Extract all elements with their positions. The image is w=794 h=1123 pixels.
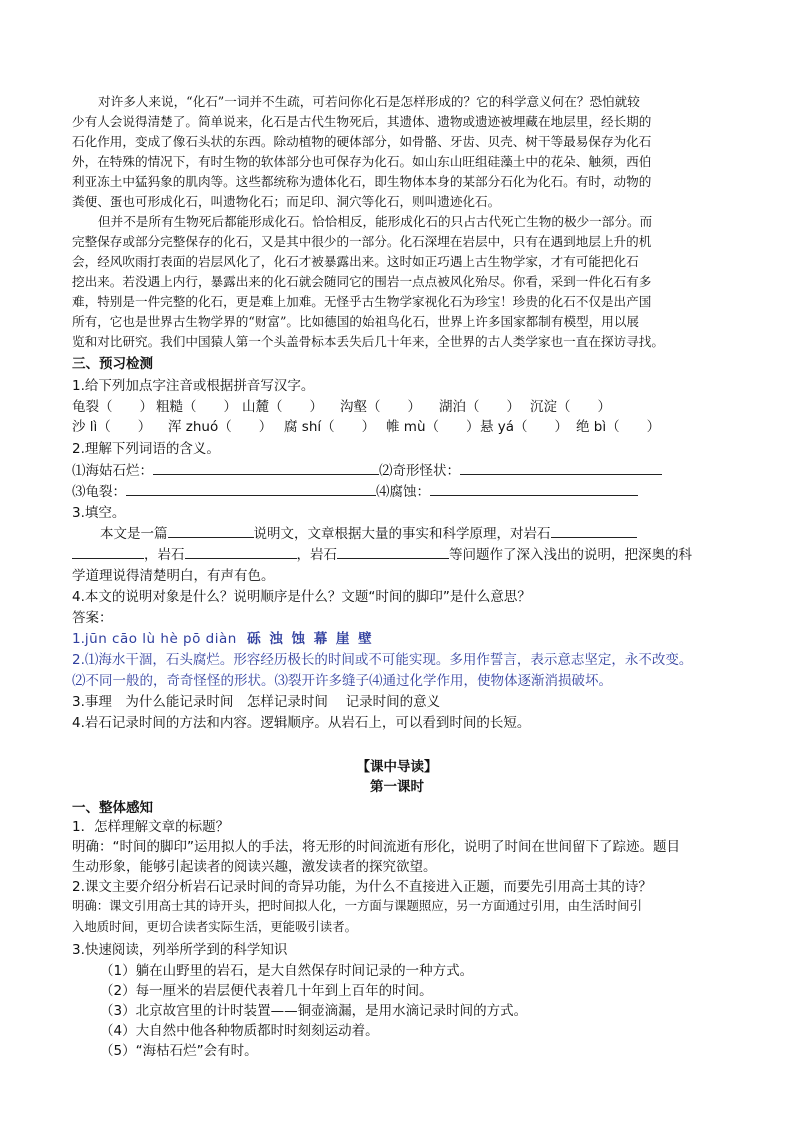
intro-paragraph-1	[72, 92, 726, 212]
q3-line1	[100, 522, 637, 542]
text-line: 所有，它也是世界古生物学界的“财富”。比如德国的始祖鸟化石，世界上许多国家都制有模型，用以展	[72, 314, 640, 329]
q2-row1	[72, 459, 662, 479]
q1-row1	[72, 395, 611, 415]
answer-blank[interactable]	[430, 481, 638, 496]
answer-2-line-1: 2.⑴海水干涸，石头腐烂。形容经历极长的时间或不可能实现。多用作誓言，表示意志坚定，永不改变。	[72, 652, 693, 668]
text-line: 少有人会说得清楚了。简单说来，化石是古代生物死后，其遗体、遗物或遗迹被埋藏在地层里，经长期的	[72, 114, 652, 129]
q3-line3: 学道理说得清楚明白，有声有色。	[72, 568, 275, 584]
lesson-q1-answer-line2: 生动形象，能够引起读者的阅读兴趣，激发读者的探究欲望。	[72, 859, 437, 875]
answer-blank[interactable]	[153, 460, 379, 475]
q2-row2	[72, 480, 638, 500]
q1-item: 腐 shí（ ）	[284, 419, 376, 435]
q2-title: 2.理解下列词语的含义。	[72, 441, 220, 457]
q3-text: 说明文，文章根据大量的事实和科学原理，对岩石	[253, 526, 551, 542]
text-line: 览和对比研究。我们中国猿人第一个头盖骨标本丢失后几十年来，全世界的古人类学家也一直在探访寻找。	[72, 334, 664, 349]
q1-row2	[72, 415, 660, 435]
lesson-q3: 3.快速阅读，列举所学到的科学知识	[72, 942, 288, 958]
text-line: 挖出来。若没遇上内行，暴露出来的化石就会随同它的围岩一点点被风化殆尽。你看，采到一件化石有多	[72, 274, 652, 289]
list-item: （3）北京故宫里的计时装置——铜壶滴漏，是用水滴记录时间的方式。	[100, 1003, 528, 1019]
q3-text: 等问题作了深入浅出的说明，把深奥的科	[449, 547, 692, 563]
text-line: 利亚冻土中猛犸象的肌肉等。这些都统称为遗体化石，即生物体本身的某部分石化为化石。有时，动物的	[72, 174, 652, 189]
text-line: 外，在特殊的情况下，有时生物的软体部分也可保存为化石。如山东山旺组硅藻土中的花朵、触须，西伯	[72, 154, 652, 169]
lesson-q2-answer-line2: 入地质时间，更切合读者实际生活，更能吸引读者。	[72, 919, 357, 934]
q3-text: ，岩石	[296, 547, 337, 563]
q2-item-4: ⑷腐蚀：	[376, 484, 430, 500]
answer-1	[72, 627, 374, 647]
q3-text: ，岩石	[144, 547, 185, 563]
lesson-heading: 【课中导读】	[356, 759, 438, 775]
text-line: 对许多人来说，“化石”一词并不生疏，可若问你化石是怎样形成的？它的科学意义何在？恐怕就较	[98, 94, 640, 109]
q2-item-2: ⑵奇形怪状：	[379, 463, 460, 479]
answer-blank[interactable]	[72, 544, 144, 559]
part-title: 一、整体感知	[72, 800, 153, 816]
answer-pinyin: jūn cāo lù hè pō diàn	[84, 631, 237, 647]
text-line: 会，经风吹雨打表面的岩层风化了，化石才被暴露出来。这时如正巧遇上古生物学家，才有可能把化石	[72, 254, 639, 269]
text-line: 难，特别是一件完整的化石，更是难上加难。无怪乎古生物学家视化石为珍宝！珍贵的化石不仅是出产国	[72, 294, 652, 309]
answers-label: 答案：	[72, 610, 113, 626]
q3-line2	[72, 543, 692, 563]
q1-item: 山麓（ ）	[242, 399, 323, 415]
answer-3: 3.事理 为什么能记录时间 怎样记录时间 记录时间的意义	[72, 694, 441, 710]
lesson-q1: 1．怎样理解文章的标题？	[72, 819, 230, 835]
lesson-q2: 2.课文主要介绍分析岩石记录时间的奇异功能，为什么不直接进入正题，而要先引用高士其的诗？	[72, 879, 652, 895]
list-item: （2）每一厘米的岩层便代表着几十年到上百年的时间。	[100, 983, 433, 999]
q3-text: 本文是一篇	[100, 526, 168, 542]
answer-blank[interactable]	[168, 523, 254, 538]
q1-item: 湖泊（ ）	[439, 399, 520, 415]
answer-characters: 砾 浊 蚀 幕 崖 壁	[247, 631, 374, 647]
q2-item-1: ⑴海姑石烂：	[72, 463, 153, 479]
text-line: 粪便、蛋也可形成化石，叫遗物化石；而足印、洞穴等化石，则叫遗迹化石。	[72, 194, 501, 209]
list-item: （1）躺在山野里的岩石，是大自然保存时间记录的一种方式。	[100, 963, 474, 979]
q1-item: 浑 zhuó（ ）	[168, 419, 273, 435]
answer-blank[interactable]	[185, 544, 297, 559]
section-title: 三、预习检测	[72, 356, 153, 372]
answer-4: 4.岩石记录时间的方法和内容。逻辑顺序。从岩石上，可以看到时间的长短。	[72, 715, 531, 731]
answer-blank[interactable]	[460, 460, 662, 475]
list-item: （5）“海枯石烂”会有时。	[100, 1043, 258, 1059]
text-line: 石化作用，变成了像石头状的东西。除动植物的硬体部分，如骨骼、牙齿、贝壳、树干等最易保存为化石	[72, 134, 652, 149]
text-line: 但并不是所有生物死后都能形成化石。恰恰相反，能形成化石的只占古代死亡生物的极少一部分。而	[98, 214, 653, 229]
lesson-q2-answer-line1: 明确：课文引用高士其的诗开头，把时间拟人化，一方面与课题照应，另一方面通过引用，由生活时间引	[72, 898, 642, 913]
q1-item: 绝 bì（ ）	[576, 419, 661, 435]
q1-item: 悬 yá（ ）	[480, 419, 569, 435]
answer-blank[interactable]	[337, 544, 449, 559]
q1-title: 1.给下列加点字注音或根据拼音写汉字。	[72, 378, 315, 394]
q2-item-3: ⑶龟裂：	[72, 484, 126, 500]
answer-blank[interactable]	[126, 481, 376, 496]
q1-item: 沉淀（ ）	[530, 399, 611, 415]
answer-blank[interactable]	[551, 523, 637, 538]
text-line: 完整保存或部分完整保存的化石，又是其中很少的一部分。化石深埋在岩层中，只有在遇到地层上升的机	[72, 234, 652, 249]
answer-2-line-2: ⑵不同一般的，奇奇怪怪的形状。⑶裂开许多缝子⑷通过化学作用，使物体逐渐消损破坏。	[72, 673, 612, 689]
q1-item: 帷 mù（ ）	[386, 419, 480, 435]
lesson-q1-answer-line1: 明确：“时间的脚印”运用拟人的手法，将无形的时间流逝有形化，说明了时间在世间留下了踪迹。题目	[72, 839, 680, 855]
q3-title: 3.填空。	[72, 505, 126, 521]
q4-title: 4.本文的说明对象是什么？说明顺序是什么？文题“时间的脚印”是什么意思？	[72, 589, 531, 605]
q1-item: 粗糙（ ）	[156, 399, 237, 415]
q1-item: 沟壑（ ）	[340, 399, 421, 415]
list-item: （4）大自然中他各种物质都时时刻刻运动着。	[100, 1023, 379, 1039]
answer-number: 1.	[72, 631, 85, 647]
q1-item: 沙 lì（ ）	[72, 419, 152, 435]
intro-paragraph-2	[72, 212, 726, 352]
lesson-subheading: 第一课时	[370, 779, 424, 795]
q1-item: 龟裂（ ）	[72, 399, 153, 415]
